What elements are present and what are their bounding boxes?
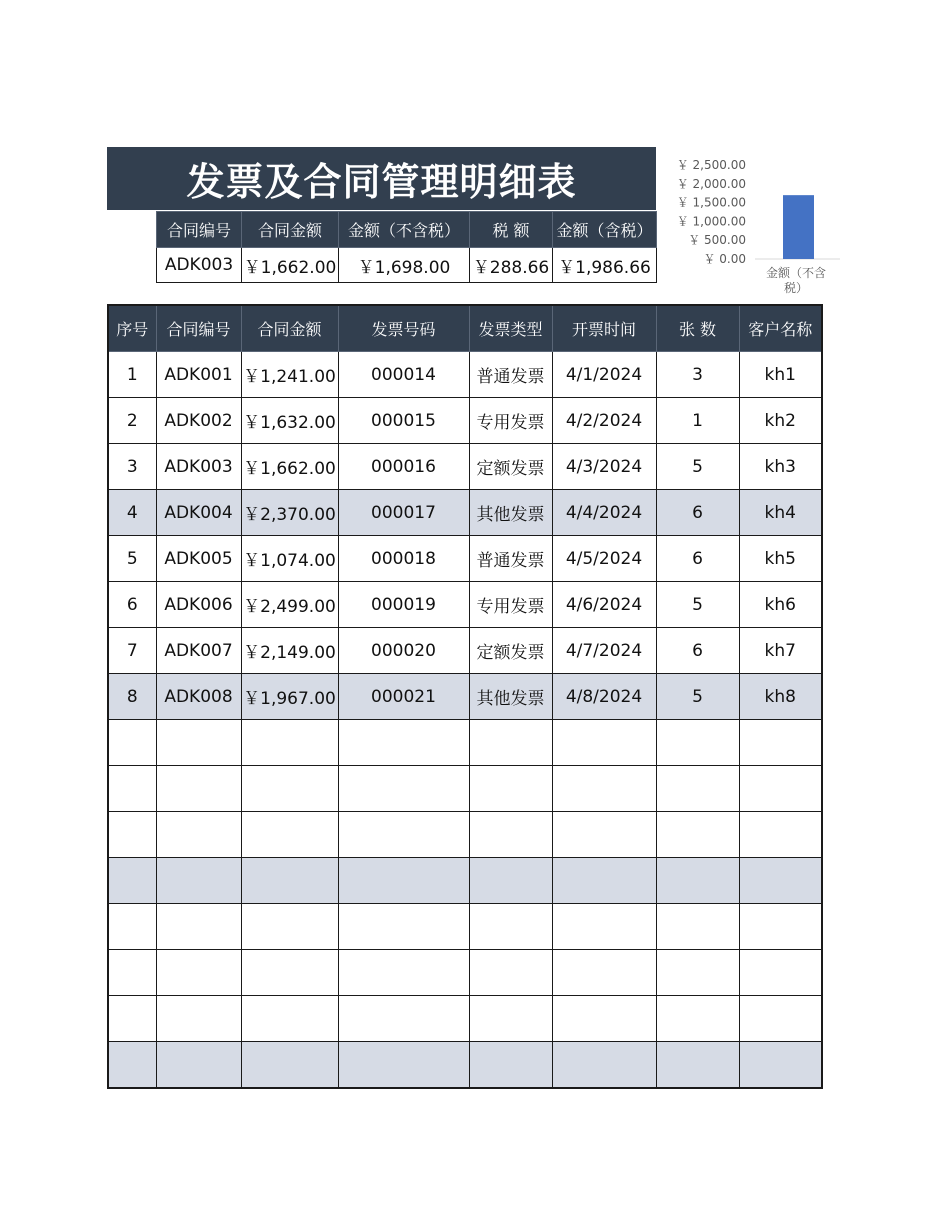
table-cell (241, 996, 338, 1042)
table-row (108, 950, 822, 996)
table-cell (241, 904, 338, 950)
table-cell (338, 766, 469, 812)
table-cell (338, 812, 469, 858)
table-header-cell: 合同金额 (241, 305, 338, 352)
table-cell (469, 904, 552, 950)
table-cell (156, 812, 241, 858)
table-cell (156, 1042, 241, 1089)
table-cell: 6 (656, 628, 739, 674)
table-cell: ADK007 (156, 628, 241, 674)
table-cell: 000015 (338, 398, 469, 444)
table-cell (338, 1042, 469, 1089)
table-row (108, 490, 822, 536)
table-cell (108, 904, 156, 950)
table-cell (656, 720, 739, 766)
table-cell: 其他发票 (469, 490, 552, 536)
table-row (108, 536, 822, 582)
summary-header-row (157, 212, 657, 248)
table-cell (552, 950, 656, 996)
table-cell: kh8 (739, 674, 822, 720)
table-cell (338, 950, 469, 996)
table-cell (552, 1042, 656, 1089)
table-cell: kh4 (739, 490, 822, 536)
table-cell (338, 996, 469, 1042)
table-cell: ADK005 (156, 536, 241, 582)
table-cell (469, 996, 552, 1042)
table-header-cell: 发票号码 (338, 305, 469, 352)
table-cell (656, 996, 739, 1042)
summary-cell: ￥1,986.66 (553, 248, 657, 283)
table-cell: 3 (656, 352, 739, 398)
summary-table (156, 211, 657, 283)
table-cell: 4/6/2024 (552, 582, 656, 628)
table-cell: ￥2,149.00 (241, 628, 338, 674)
table-cell: 5 (656, 674, 739, 720)
table-cell: 其他发票 (469, 674, 552, 720)
table-row (108, 720, 822, 766)
table-cell: 4/2/2024 (552, 398, 656, 444)
table-cell: 4/7/2024 (552, 628, 656, 674)
table-row (108, 674, 822, 720)
table-cell: ￥1,074.00 (241, 536, 338, 582)
table-cell (241, 858, 338, 904)
table-cell: 000021 (338, 674, 469, 720)
table-header-row (108, 305, 822, 352)
summary-cell: ￥288.66 (470, 248, 553, 283)
table-cell (338, 904, 469, 950)
table-cell: 普通发票 (469, 536, 552, 582)
table-cell: 专用发票 (469, 398, 552, 444)
table-cell (108, 766, 156, 812)
table-cell (241, 766, 338, 812)
table-cell: 普通发票 (469, 352, 552, 398)
table-cell (739, 1042, 822, 1089)
table-cell: kh6 (739, 582, 822, 628)
table-cell (656, 1042, 739, 1089)
table-cell: 5 (656, 444, 739, 490)
table-cell (739, 858, 822, 904)
bar-chart (660, 150, 840, 310)
table-header-cell: 合同编号 (156, 305, 241, 352)
table-cell: 4/1/2024 (552, 352, 656, 398)
table-cell: 5 (108, 536, 156, 582)
table-cell (156, 950, 241, 996)
table-cell: 4/8/2024 (552, 674, 656, 720)
table-cell (739, 812, 822, 858)
table-cell: 6 (656, 490, 739, 536)
table-cell: 4 (108, 490, 156, 536)
summary-cell: ￥1,698.00 (339, 248, 470, 283)
table-cell: kh1 (739, 352, 822, 398)
table-cell: ADK003 (156, 444, 241, 490)
table-cell (552, 720, 656, 766)
table-cell: 1 (108, 352, 156, 398)
table-cell: ADK008 (156, 674, 241, 720)
table-cell (241, 812, 338, 858)
table-cell (552, 996, 656, 1042)
y-tick-label: ￥ 500.00 (688, 233, 746, 248)
table-cell (108, 812, 156, 858)
table-header-cell: 张 数 (656, 305, 739, 352)
table-cell (739, 996, 822, 1042)
table-cell (241, 720, 338, 766)
y-tick-label: ￥ 1,000.00 (676, 214, 746, 229)
table-cell (552, 858, 656, 904)
table-row (108, 1042, 822, 1089)
table-cell: ADK004 (156, 490, 241, 536)
table-cell (552, 904, 656, 950)
table-cell: 6 (656, 536, 739, 582)
table-row (108, 398, 822, 444)
table-cell: 6 (108, 582, 156, 628)
table-cell: 000014 (338, 352, 469, 398)
table-cell: 000019 (338, 582, 469, 628)
table-cell: 000020 (338, 628, 469, 674)
table-cell (469, 1042, 552, 1089)
table-cell: ￥1,241.00 (241, 352, 338, 398)
table-row (108, 766, 822, 812)
table-row (108, 858, 822, 904)
table-cell: ￥1,632.00 (241, 398, 338, 444)
table-cell (552, 812, 656, 858)
invoice-table (107, 304, 823, 1089)
summary-header-cell: 金额（含税） (553, 212, 657, 248)
table-row (108, 996, 822, 1042)
summary-row (157, 248, 657, 283)
y-tick-label: ￥ 1,500.00 (676, 195, 746, 210)
table-header-cell: 发票类型 (469, 305, 552, 352)
y-tick-label: ￥ 2,000.00 (676, 176, 746, 191)
table-row (108, 628, 822, 674)
table-cell (338, 720, 469, 766)
table-cell: 1 (656, 398, 739, 444)
table-row (108, 444, 822, 490)
table-cell (108, 996, 156, 1042)
table-cell: 4/4/2024 (552, 490, 656, 536)
table-cell (241, 950, 338, 996)
table-cell: 4/5/2024 (552, 536, 656, 582)
table-cell (156, 996, 241, 1042)
table-row (108, 352, 822, 398)
table-cell (469, 720, 552, 766)
table-header-cell: 客户名称 (739, 305, 822, 352)
summary-header-cell: 合同编号 (157, 212, 242, 248)
table-cell: kh7 (739, 628, 822, 674)
table-header-cell: 序号 (108, 305, 156, 352)
summary-header-cell: 金额（不含税） (339, 212, 470, 248)
chart-bar (783, 195, 814, 259)
table-cell (739, 720, 822, 766)
table-row (108, 904, 822, 950)
table-cell (656, 950, 739, 996)
table-cell (656, 766, 739, 812)
table-cell (656, 812, 739, 858)
page-title: 发票及合同管理明细表 (107, 147, 656, 210)
table-cell (739, 766, 822, 812)
table-cell: ￥1,967.00 (241, 674, 338, 720)
y-tick-label: ￥ 0.00 (703, 252, 746, 266)
table-cell (108, 950, 156, 996)
table-cell (469, 812, 552, 858)
table-header-cell: 开票时间 (552, 305, 656, 352)
table-cell (469, 858, 552, 904)
y-tick-label: ￥ 2,500.00 (676, 158, 746, 172)
table-cell (108, 858, 156, 904)
summary-cell: ￥1,662.00 (242, 248, 339, 283)
table-cell: 000018 (338, 536, 469, 582)
table-cell: 定额发票 (469, 628, 552, 674)
table-cell: 定额发票 (469, 444, 552, 490)
table-cell (156, 858, 241, 904)
summary-header-cell: 税 额 (470, 212, 553, 248)
table-cell: 3 (108, 444, 156, 490)
table-cell (241, 1042, 338, 1089)
summary-header-cell: 合同金额 (242, 212, 339, 248)
table-row (108, 582, 822, 628)
table-cell: ADK006 (156, 582, 241, 628)
table-cell (656, 904, 739, 950)
table-cell: 2 (108, 398, 156, 444)
table-cell (156, 904, 241, 950)
table-cell (469, 950, 552, 996)
table-cell (739, 904, 822, 950)
table-cell: kh3 (739, 444, 822, 490)
table-cell: kh2 (739, 398, 822, 444)
table-cell: 000017 (338, 490, 469, 536)
table-cell (338, 858, 469, 904)
table-row (108, 812, 822, 858)
table-cell: 000016 (338, 444, 469, 490)
x-category-label: 金额（不含 (765, 266, 827, 280)
table-cell: ADK002 (156, 398, 241, 444)
table-cell: 4/3/2024 (552, 444, 656, 490)
table-cell: kh5 (739, 536, 822, 582)
table-cell (108, 1042, 156, 1089)
table-cell: 7 (108, 628, 156, 674)
table-cell (108, 720, 156, 766)
table-cell (552, 766, 656, 812)
table-cell (739, 950, 822, 996)
table-cell: ￥2,499.00 (241, 582, 338, 628)
table-cell: ￥1,662.00 (241, 444, 338, 490)
table-cell: 5 (656, 582, 739, 628)
table-cell: 专用发票 (469, 582, 552, 628)
table-cell: ￥2,370.00 (241, 490, 338, 536)
chart-svg (660, 150, 840, 310)
table-cell (656, 858, 739, 904)
table-cell (156, 720, 241, 766)
table-cell: ADK001 (156, 352, 241, 398)
summary-cell: ADK003 (157, 248, 242, 283)
x-category-label: 税） (783, 281, 809, 295)
table-cell (156, 766, 241, 812)
table-cell: 8 (108, 674, 156, 720)
table-cell (469, 766, 552, 812)
